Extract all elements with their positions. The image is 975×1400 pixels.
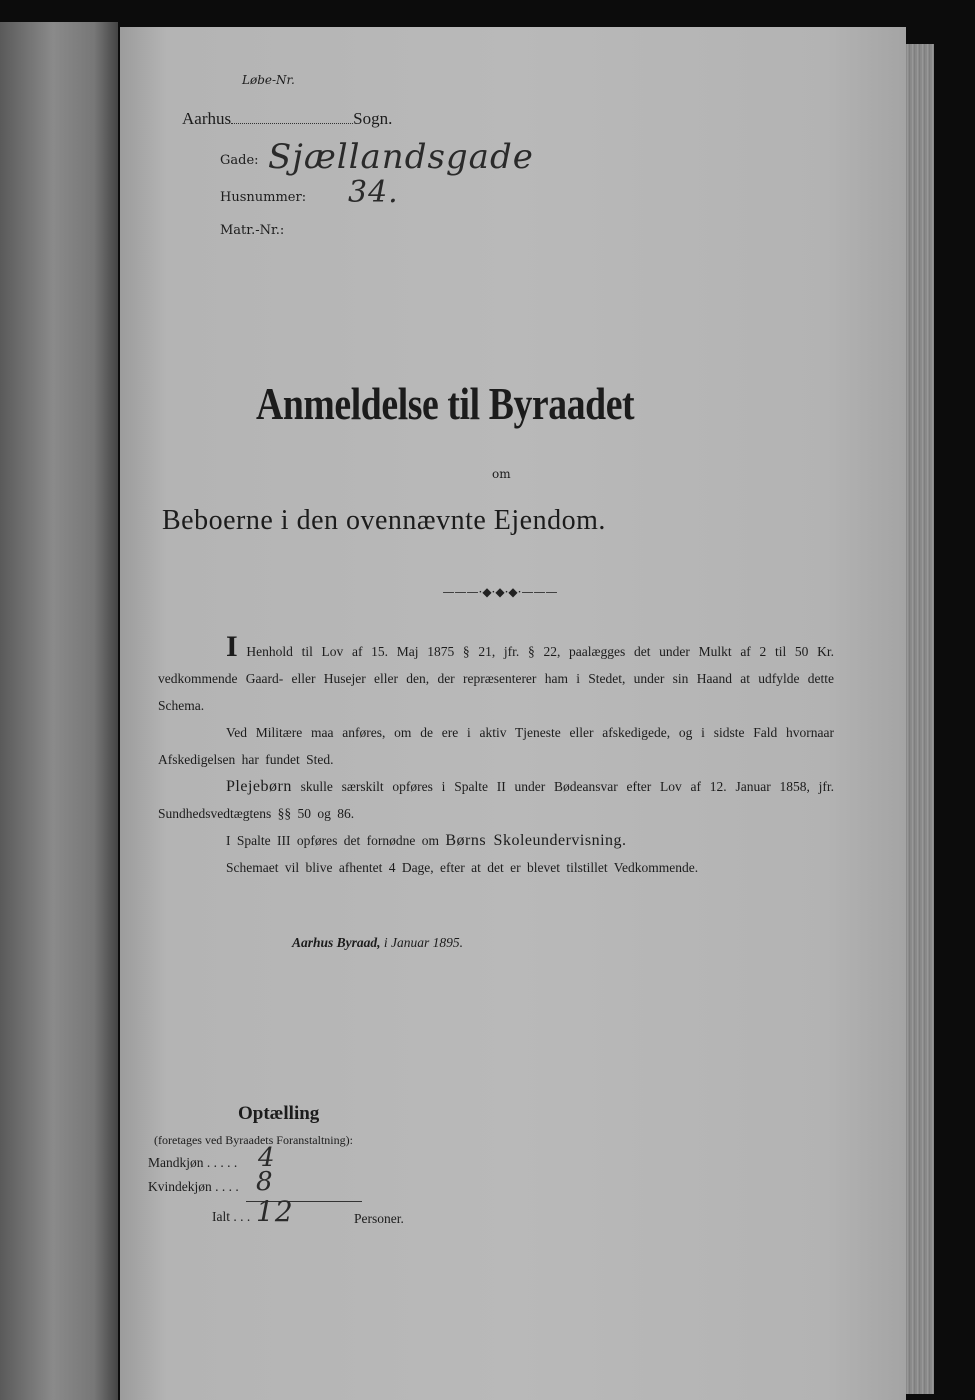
male-label: Mandkjøn [148,1155,204,1170]
persons-label: Personer. [354,1211,404,1226]
paragraph-foster-text: skulle særskilt opføres i Spalte II under Bødeansvar efter Lov af 12. Januar 1858, jfr. Sundhedsvedtægtens §§ 50 og 86. [158,779,834,821]
paragraph-law [158,630,834,719]
paragraph-law-text: Henhold til Lov af 15. Maj 1875 § 21, jfr. § 22, paalægges det under Mulkt af 2 til 50 Kr. vedkommende Gaard- eller Husejer eller den, der repræsenterer ham i Stedet, under sin Haand at udfylde dette Schema. [158,644,834,713]
paragraph-foster [158,773,834,827]
male-count-row: Mandkjøn . . . . . [148,1155,238,1170]
document-subtitle: Beboerne i den ovennævnte Ejendom. [162,505,606,536]
document-page [120,27,906,1400]
husnummer-label: Husnummer: [220,190,307,205]
page-stack-edge [906,44,934,1394]
husnummer-value: 34. [348,175,399,210]
title-om: om [492,467,511,481]
city-name: Aarhus [182,109,232,128]
gade-label: Gade: [220,153,259,168]
total-count-row: Ialt . . . [212,1209,251,1224]
sogn-label: Sogn. [353,109,393,128]
gade-value: Sjællandsgade [268,137,534,177]
paragraph-school [158,827,834,854]
plejeborn-emph: Plejebørn [226,778,292,795]
parish-line [182,109,392,129]
female-label: Kvindekjøn [148,1179,212,1194]
instructions-text [158,630,834,881]
count-note: (foretages ved Byraadets Foranstaltning): [154,1133,353,1147]
drop-cap: I [226,630,238,663]
paragraph-military: Ved Militære maa anføres, om de ere i aktiv Tjeneste eller afskedigede, og i sidste Fald hvornaar Afskedigelsen har fundet Sted. [158,725,834,767]
count-heading: Optælling [238,1103,320,1124]
female-count-row: Kvindekjøn . . . . [148,1179,239,1194]
paragraph-pickup: Schemaet vil blive afhentet 4 Dage, efter at det er blevet tilstillet Vedkommende. [226,860,699,875]
female-value: 8 [256,1167,274,1197]
signature-date: i Januar 1895. [380,935,464,950]
lobe-nr-label: Løbe-Nr. [242,73,295,87]
left-facing-page [0,22,118,1400]
signature-line [292,935,463,951]
paragraph-school-text: I Spalte III opføres det fornødne om [226,833,446,848]
school-emph: Børns Skoleundervisning. [445,832,627,849]
signature-org: Aarhus Byraad, [292,935,381,950]
matr-nr-label: Matr.-Nr.: [220,223,285,238]
total-label: Ialt [212,1209,230,1224]
ornament-divider: ———·◆·◆·◆·——— [442,585,558,599]
document-title: Anmeldelse til Byraadet [256,378,635,429]
male-value: 4 [258,1143,276,1173]
total-value: 12 [256,1195,294,1228]
parish-dotline [231,123,353,124]
